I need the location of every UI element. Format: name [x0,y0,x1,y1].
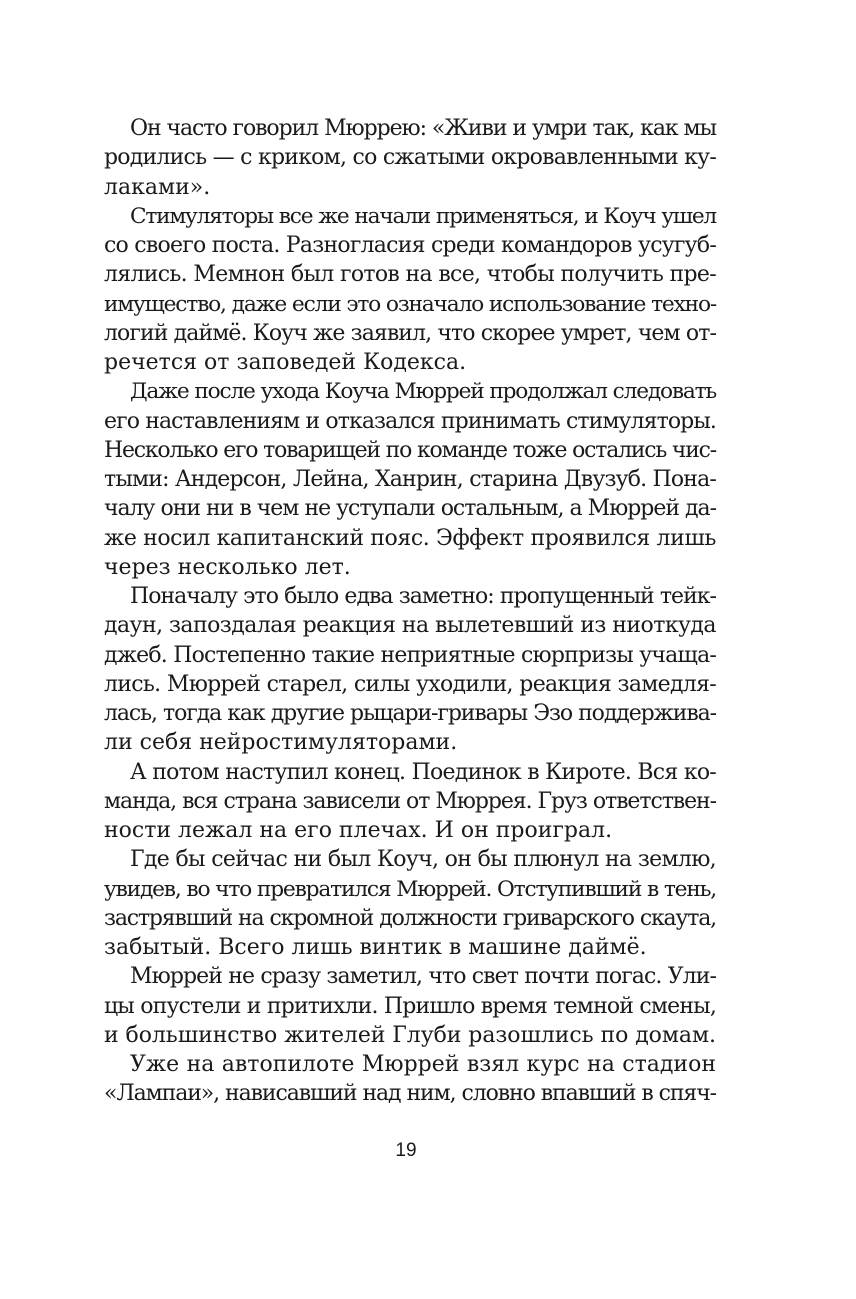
text-line: А потом наступил конец. Поединок в Кироте. Вся ко- [130,759,716,785]
text-line: тыми: Андерсон, Лейна, Ханрин, старина Двузуб. Пона- [104,467,716,492]
text-line: лась, тогда как другие рыцари-гривары Эзо поддержива- [104,701,716,726]
text-line: даун, запоздалая реакция на вылетевший из ниоткуда [104,613,716,639]
text-line: Несколько его товарищей по команде тоже остались чис- [104,437,716,463]
text-line: лись. Мюррей старел, силы уходили, реакция замедля- [104,671,716,697]
text-line: лаками». [104,174,211,200]
text-line: со своего поста. Разногласия среди командоров усугуб- [104,233,716,258]
page-number: 19 [395,1140,417,1161]
text-line: родились — с криком, со сжатыми окровавленными ку- [104,145,716,171]
text-line: речется от заповедей Кодекса. [104,350,467,375]
text-line: его наставлениям и отказался принимать стимуляторы. [104,408,716,434]
text-line: Мюррей не сразу заметил, что свет почти погас. Ули- [130,964,716,990]
text-line: Стимуляторы все же начали применяться, и Коуч ушел [130,203,716,229]
text-line: Поначалу это было едва заметно: пропущенный тейк- [130,584,716,609]
text-line: манда, вся страна зависели от Мюррея. Груз ответствен- [104,788,716,814]
text-line: цы опустели и притихли. Пришло время темной смены, [104,993,716,1019]
text-line: Он часто говорил Мюррею: «Живи и умри так, как мы [130,116,716,141]
text-line: застрявший на скромной должности гриварского скаута, [104,905,716,931]
text-line: и большинство жителей Глуби разошлись по домам. [104,1022,716,1048]
text-line: Уже на автопилоте Мюррей взял курс на стадион [130,1052,716,1077]
body-text [104,114,716,1109]
text-line: джеб. Постепенно такие неприятные сюрпризы учаща- [104,642,716,668]
text-line: логий даймё. Коуч же заявил, что скорее умрет, чем от- [104,320,716,346]
text-line: имущество, даже если это означало использование техно- [104,291,716,317]
text-line: ности лежал на его плечах. И он проиграл. [104,818,613,843]
text-line: лялись. Мемнон был готов на все, чтобы получить пре- [104,262,716,288]
text-line: забытый. Всего лишь винтик в машине даймё. [104,935,647,960]
text-line: Где бы сейчас ни был Коуч, он бы плюнул на землю, [130,847,716,873]
text-line: Даже после ухода Коуча Мюррей продолжал следовать [130,379,716,405]
text-line: через несколько лет. [104,554,351,580]
text-line: ли себя нейростимуляторами. [104,730,458,756]
text-line: же носил капитанский пояс. Эффект проявился лишь [104,525,716,551]
text-line: увидев, во что превратился Мюррей. Отступивший в тень, [104,876,716,902]
text-line: чалу они ни в чем не уступали остальным, а Мюррей да- [104,496,716,522]
text-line: «Лампаи», нависавший над ним, словно впавший в спяч- [104,1081,716,1107]
